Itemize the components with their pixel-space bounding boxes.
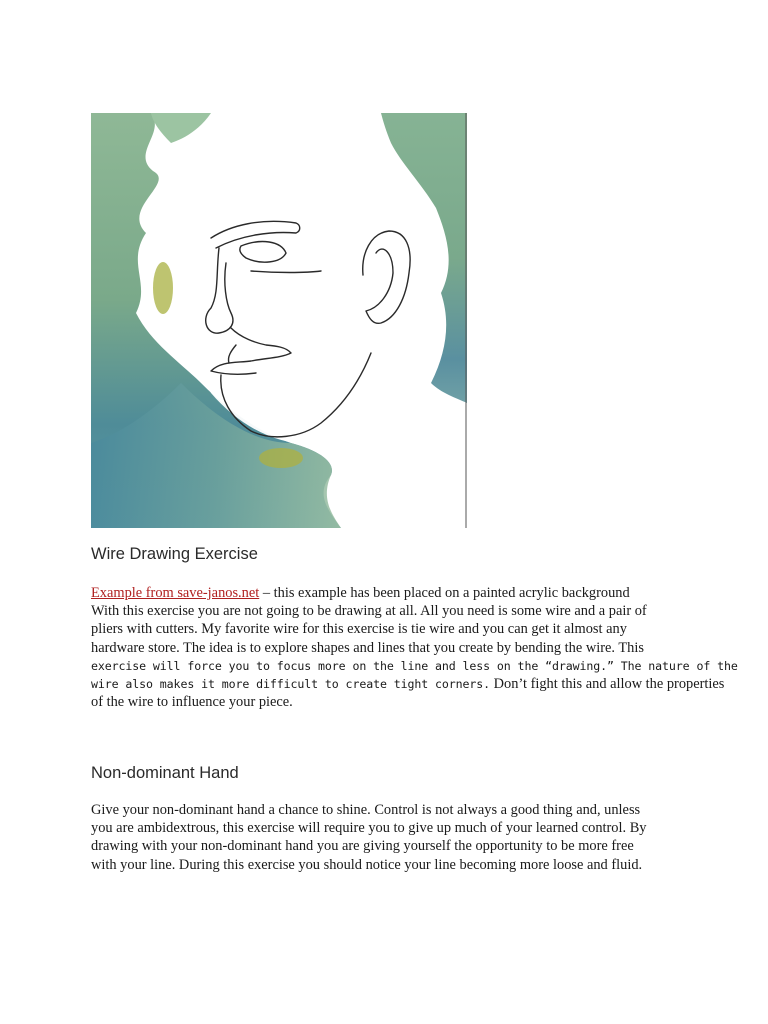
paragraph-line: drawing with your non-dominant hand you are giving yourself the opportunity to be more free bbox=[91, 838, 634, 855]
paragraph-line: pliers with cutters. My favorite wire for this exercise is tie wire and you can get it almost any bbox=[91, 621, 627, 638]
paragraph-line bbox=[91, 584, 691, 602]
paragraph-line: of the wire to influence your piece. bbox=[91, 694, 293, 711]
paragraph-line: With this exercise you are not going to be drawing at all. All you need is some wire and a pair of bbox=[91, 603, 647, 620]
section-heading-non-dominant-hand: Non-dominant Hand bbox=[91, 764, 239, 782]
non-dominant-hand-paragraph bbox=[91, 801, 691, 874]
paragraph-line: exercise will force you to focus more on the line and less on the “drawing.” The nature of the bbox=[91, 658, 738, 673]
paragraph-line: Give your non-dominant hand a chance to shine. Control is not always a good thing and, unless bbox=[91, 802, 641, 818]
paragraph-line: you are ambidextrous, this exercise will require you to give up much of your learned control. By bbox=[91, 820, 647, 837]
paragraph-line bbox=[91, 675, 725, 693]
section-heading-wire-drawing: Wire Drawing Exercise bbox=[91, 545, 258, 563]
paragraph-segment: Don’t fight this and allow the properties bbox=[493, 676, 725, 693]
paragraph-segment: wire also makes it more difficult to create tight corners. bbox=[91, 677, 491, 692]
link-caption: – this example has been placed on a painted acrylic background bbox=[262, 585, 630, 601]
save-janos-link[interactable]: Example from save-janos.net bbox=[91, 585, 260, 601]
paragraph-line: hardware store. The idea is to explore shapes and lines that you create by bending the wire. This bbox=[91, 639, 644, 656]
wire-drawing-example-image bbox=[91, 113, 467, 528]
wire-drawing-paragraph bbox=[91, 584, 738, 711]
paragraph-line: with your line. During this exercise you should notice your line becoming more loose and fluid. bbox=[91, 856, 643, 873]
